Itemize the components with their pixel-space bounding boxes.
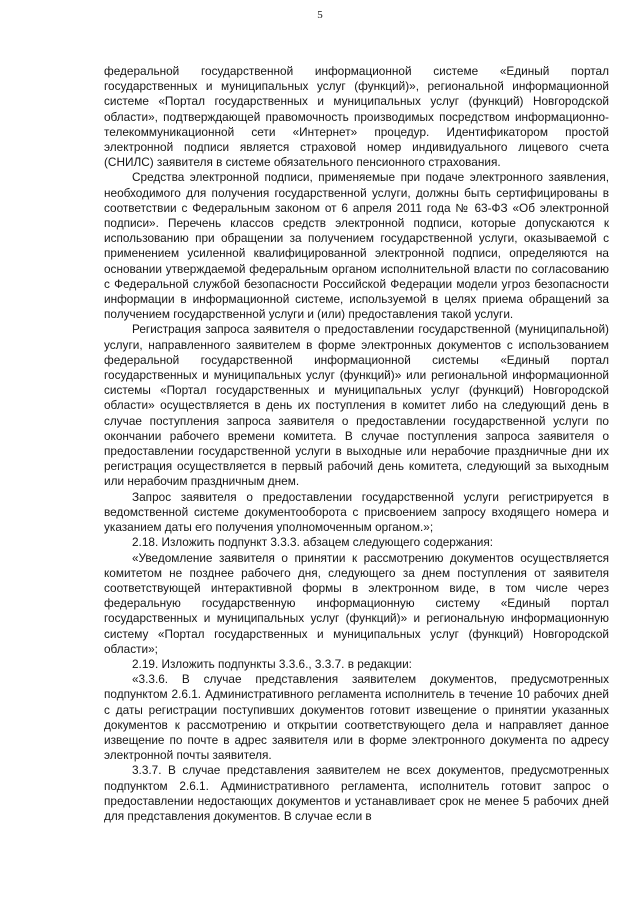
paragraph-9: 3.3.7. В случае представления заявителем не всех документов, предусмотренных подпунктом 2.6.1. Административного регламента, исполнитель готовит запрос о предоставлении недостающих документов и устанавливает срок не менее 5 рабочих дней для представления документов. В случае если в	[104, 763, 609, 823]
paragraph-3: Регистрация запроса заявителя о предоставлении государственной (муниципальной) услуги, направленного заявителем в форме электронных документов с использованием федеральной государственной информационной системы «Единый портал государственных и муниципальных услуг (функций)» или региональной информационной системы «Портал государственных и муниципальных услуг (функций) Новгородской области» осуществляется в день их поступления в комитет либо на следующий день в случае поступления запроса заявителя о предоставлении государственной услуги по окончании рабочего времени комитета. В случае поступления запроса заявителя о предоставлении государственной услуги в выходные или нерабочие праздничные дни их регистрация осуществляется в первый рабочий день комитета, следующий за выходным или нерабочим праздничным днем.	[104, 322, 609, 489]
paragraph-4: Запрос заявителя о предоставлении государственной услуги регистрируется в ведомственной системе документооборота с присвоением запросу входящего номера и указанием даты его получения уполномоченным органом.»;	[104, 489, 609, 535]
document-body	[104, 64, 609, 824]
paragraph-7: 2.19. Изложить подпункты 3.3.6., 3.3.7. в редакции:	[132, 656, 412, 671]
paragraph-8: «3.3.6. В случае представления заявителем документов, предусмотренных подпунктом 2.6.1. Административного регламента исполнитель в течение 10 рабочих дней с даты регистрации поступивших документов готовит извещение о принятии указанных документов к рассмотрению и открытии соответствующего дела и направляет данное извещение по почте в адрес заявителя или в форме электронного документа по адресу электронной почты заявителя.	[104, 672, 609, 763]
paragraph-6: «Уведомление заявителя о принятии к рассмотрению документов осуществляется комитетом не позднее рабочего дня, следующего за днем поступления от заявителя соответствующей интерактивной формы в электронном виде, в том числе через федеральную государственную информационную систему «Единый портал государственных и муниципальных услуг (функций)» и региональную информационную систему «Портал государственных и муниципальных услуг (функций) Новгородской области»;	[104, 550, 609, 656]
page-number: 5	[317, 9, 323, 21]
paragraph-1: федеральной государственной информационной системе «Единый портал государственных и муниципальных услуг (функций)», региональной информационной системе «Портал государственных и муниципальных услуг (функций) Новгородской области», подтверждающей правомочность производимых посредством информационно-телекоммуникационной сети «Интернет» процедур. Идентификатором простой электронной подписи является страховой номер индивидуального лицевого счета (СНИЛС) заявителя в системе обязательного пенсионного страхования.	[104, 64, 609, 170]
paragraph-5: 2.18. Изложить подпункт 3.3.3. абзацем следующего содержания:	[132, 535, 494, 550]
paragraph-2: Средства электронной подписи, применяемые при подаче электронного заявления, необходимого для получения государственной услуги, должны быть сертифицированы в соответствии с Федеральным законом от 6 апреля 2011 года № 63-ФЗ «Об электронной подписи». Перечень классов средств электронной подписи, которые допускаются к использованию при обращении за получением государственной услуги, оказываемой с применением усиленной квалифицированной электронной подписи, определяются на основании утверждаемой федеральным органом исполнительной власти по согласованию с Федеральной службой безопасности Российской Федерации модели угроз безопасности информации в информационной системе, используемой в целях приема обращений за получением государственной услуги и (или) предоставления такой услуги.	[104, 170, 609, 322]
